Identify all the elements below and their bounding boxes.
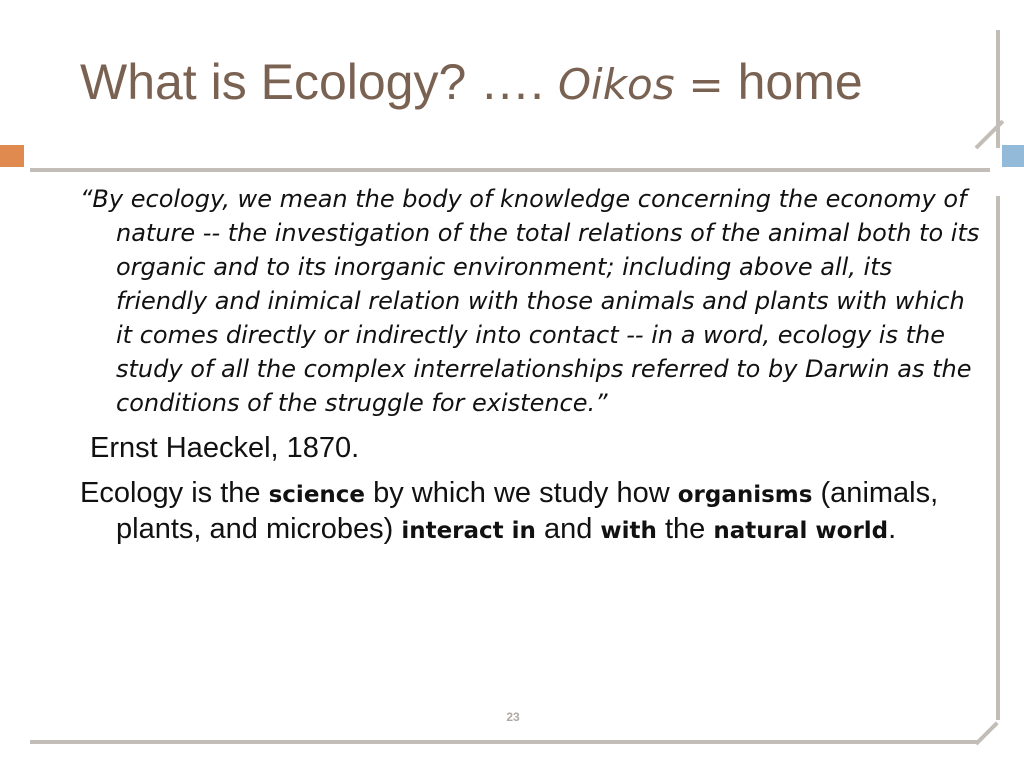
frame-top-right-edge — [996, 30, 1000, 148]
def-text-3: (animals, plants, and microbes) — [116, 477, 939, 545]
def-text-4: and — [535, 513, 601, 545]
title-home: home — [737, 54, 863, 110]
title-oikos: Oikos — [557, 60, 675, 109]
quote-attribution: Ernst Haeckel, 1870. — [90, 432, 360, 464]
frame-right-edge — [996, 196, 1000, 720]
ecology-definition — [80, 476, 980, 548]
frame-bottom-corner-diagonal — [975, 721, 999, 745]
blue-accent-square — [1002, 145, 1024, 167]
def-science: science — [268, 482, 366, 508]
slide-title — [80, 50, 980, 117]
def-text-2: by which we study how — [365, 477, 678, 509]
frame-bottom-edge — [30, 740, 978, 744]
page-number: 23 — [506, 710, 520, 724]
haeckel-quote: “By ecology, we mean the body of knowledge concerning the economy of nature -- the investigation of the total relations of the animal both to its organic and to its inorganic environment; including above all, its friendly and inimical relation with those animals and plants with which it comes directly or indirectly into contact -- in a word, ecology is the study of all the complex interrelationships referred to by Darwin as the conditions of the struggle for existence.” — [80, 185, 980, 417]
title-divider-line — [30, 168, 990, 172]
title-main: What is Ecology? …. — [80, 54, 545, 110]
orange-accent-square — [0, 145, 24, 167]
def-interact-in: interact in — [401, 518, 536, 544]
def-text-6: . — [888, 513, 897, 545]
def-text-1: Ecology is the — [80, 477, 269, 509]
title-equals: = — [688, 60, 724, 109]
slide-body — [80, 182, 980, 548]
def-with: with — [600, 518, 657, 544]
def-text-5: the — [656, 513, 714, 545]
def-natural-world: natural world — [713, 518, 889, 544]
def-organisms: organisms — [677, 482, 813, 508]
